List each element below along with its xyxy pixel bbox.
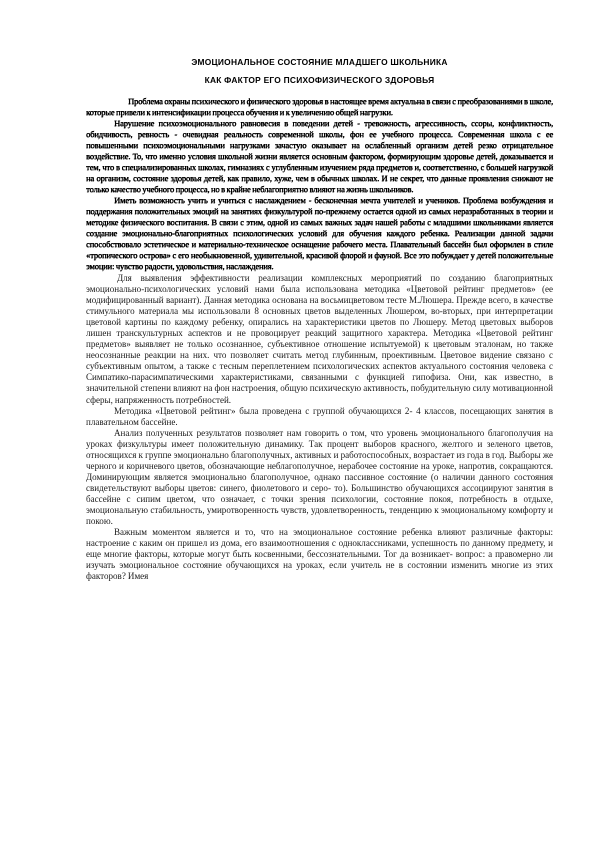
intro-section <box>86 96 553 272</box>
document-page <box>86 50 553 582</box>
paragraph: Анализ полученных результатов позволяет нам говорить о том, что уровень эмоционального благополучия на уроках физкультуры имеет положительную динамику. Так процент выборов красного, желтого и зеленого цветов, относящихся к группе эмоционально благополучных, активных и работоспособных, возрастает из года в год. Выборы же черного и коричневого цветов, обозначающие неблагополучное, нерабочее состояние на уроке, напротив, сокращаются. Доминирующим является эмоционально благополучное, однако пассивное состояние (о наличии данного состояния свидетельствуют выборы цветов: синего, фиолетового и серо- то). Большинство обучающихся ассоциируют занятия в бассейне с сипим цветом, что означает, с точки зрения психологии, состояние покоя, потребность в отдыхе, эмоциональную стабильность, умиротворенность чувств, удовлетворенность, тенденцию к эмоциональному комфорту и покою. <box>86 427 553 527</box>
document-title-line-2: КАК ФАКТОР ЕГО ПСИХОФИЗИЧЕСКОГО ЗДОРОВЬЯ <box>204 75 435 85</box>
paragraph: Методика «Цветовой рейтинг» была проведена с группой обучающихся 2- 4 классов, посещающих занятия в плавательном бассейне. <box>86 405 553 427</box>
paragraph: Проблема охраны психического и физического здоровья в настоящее время актуальна в связи с преобразованиями в школе, которые привели к интенсификации процесса обучения и к увеличению общей нагрузки. <box>86 96 553 117</box>
study-section <box>86 273 553 582</box>
paragraph: Важным моментом является и то, что на эмоциональное состояние ребенка влияют различные факторы: настроение с каким он пришел из дома, его взаимоотношения с одноклассниками, успешность по данному предмету, и еще многие факторы, которые могут быть косвенными, бессознательными. Тог да возникает- вопрос: а правомерно ли изучать эмоциональное состояние обучающихся на уроках, если учитель не в состоянии изменить многие из этих факторов? Имея <box>86 527 553 582</box>
paragraph: Иметь возможность учить и учиться с наслаждением - бесконечная мечта учителей и учеников. Проблема возбуждения и поддержания положительных эмоций на занятиях физкультурой по-прежнему остается одной из самых неразработанных в теории и методике физического воспитания. В связи с этим, одной из самых важных задач нашей работы с младшими школьниками является создание эмоционально-благоприятных психологических условий для обучения каждого ребенка. Реализации данной задачи способствовало эстетическое и материально-техническое оснащение рабочего места. Плавательный бассейн был оформлен в стиле «тропического острова» с его необыкновенной, удивительной, красивой флорой и фауной. Все это побуждает у детей положительные эмоции: чувство радости, удовольствия, наслаждения. <box>86 195 553 271</box>
paragraph: Для выявления эффективности реализации комплексных мероприятий по созданию благоприятных эмоционально-психологических условий нами была использована методика «Цветовой рейтинг предметов» (ее модифицированный вариант). Данная методика основана на восьмицветовом тесте М.Люшера. Прежде всего, в качестве стимульного материала мы использовали 8 основных цветов выделенных Люшером, во-вторых, при интерпретации цветовой картины по каждому ребенку, опирались на характеристики цветов по Люшеру. Метод цветовых выборов лишен транскультурных аспектов и не провоцирует реакций защитного характера. Методика «Цветовой рейтинг предметов» выявляет не только осознанное, субъективное отношение испытуемой) к цветовым эталонам, но также неосознанные реакции на них. что позволяет считать метод глубинным, проективным. Цветовое видение связано с субъективным опытом, а также с тесным переплетением психологических аспектов актуального состояния человека с Симпатико-парасимпатическими характеристиками, связанными с функцией гипофиза. Они, как известно, в значительной степени влияют на фон настроения, общую психическую активность, побудительную силу мотивационной сферы, напряженность потребностей. <box>86 273 553 405</box>
paragraph: Нарушение психоэмоционального равновесия в поведении детей - тревожность, агрессивность, ссоры, конфликтность, обидчивость, ревность - очевидная реальность современной школы, фон ее учебного процесса. Современная школа с ее повышенными психоэмоциональными нагрузками зачастую оказывает на ослабленный организм детей резко отрицательное воздействие. То, что именно условия школьной жизни является основным фактором, формирующим здоровье детей, доказывается и тем, что в специализированных школах, гимназиях с углубленным изучением ряда предметов и, соответственно, с большей нагрузкой на организм, состояние здоровья детей, как правило, хуже, чем в обычных школах. И не секрет, что данные проявления снижают не только качество учебного процесса, но в крайне неблагоприятно влияют на жизнь школьников. <box>86 118 553 194</box>
document-title-line-1: ЭМОЦИОНАЛЬНОЕ СОСТОЯНИЕ МЛАДШЕГО ШКОЛЬНИКА <box>191 57 448 67</box>
